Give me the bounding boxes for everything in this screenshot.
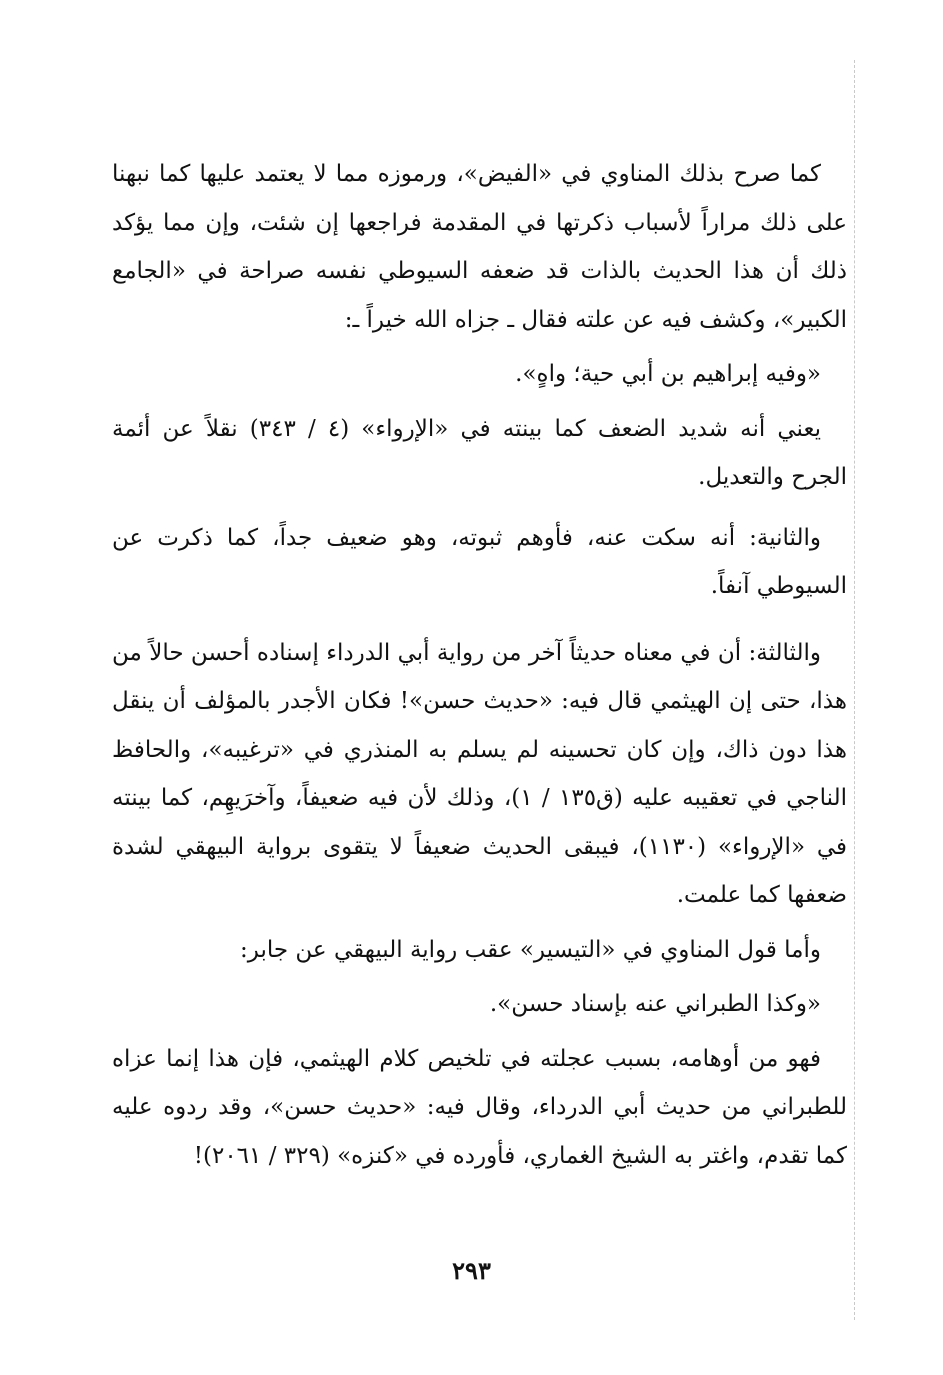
page-number: ٢٩٣ [452,1256,491,1285]
quotation-2: «وكذا الطبراني عنه بإسناد حسن». [489,991,821,1017]
paragraph-5: وأما قول المناوي في «التيسير» عقب رواية البيهقي عن جابر: [240,936,821,963]
main-text [112,150,847,1180]
scan-edge-line [854,60,855,1320]
quotation-1: «وفيه إبراهيم بن أبي حية؛ واهٍ». [515,361,821,387]
paragraph-2: يعني أنه شديد الضعف كما بينته في «الإرواء» (٤ / ٣٤٣) نقلاً عن أئمة الجرح والتعديل. [112,415,847,490]
paragraph-6: فهو من أوهامه، بسبب عجلته في تلخيص كلام الهيثمي، فإن هذا إنما عزاه للطبراني من حديث أبي الدرداء، وقال فيه: «حديث حسن»، وقد ردوه عليه كما تقدم، واغتر به الشيخ الغماري، فأورده في «كنزه» (٣٢٩ / ٢٠٦١)! [112,1045,847,1169]
paragraph-4: والثالثة: أن في معناه حديثاً آخر من رواية أبي الدرداء إسناده أحسن حالاً من هذا، حتى إن الهيثمي قال فيه: «حديث حسن»! فكان الأجدر بالمؤلف أن ينقل هذا دون ذاك، وإن كان تحسينه لم يسلم به المنذري في «ترغيبه»، والحافظ الناجي في تعقيبه عليه (ق١٣٥ / ١)، وذلك لأن فيه ضعيفاً، وآخرَيهِم، كما بينته في «الإرواء» (١١٣٠)، فيبقى الحديث ضعيفاً لا يتقوى برواية البيهقي لشدة ضعفها كما علمت. [112,639,847,908]
paragraph-3: والثانية: أنه سكت عنه، فأوهم ثبوته، وهو ضعيف جداً، كما ذكرت عن السيوطي آنفاً. [112,524,847,599]
paragraph-1: كما صرح بذلك المناوي في «الفيض»، ورموزه مما لا يعتمد عليها كما نبهنا على ذلك مراراً لأسباب ذكرتها في المقدمة فراجعها إن شئت، وإن مما يؤكد ذلك أن هذا الحديث بالذات قد ضعفه السيوطي نفسه صراحة في «الجامع الكبير»، وكشف فيه عن علته فقال ـ جزاه الله خيراً ـ: [112,161,847,333]
